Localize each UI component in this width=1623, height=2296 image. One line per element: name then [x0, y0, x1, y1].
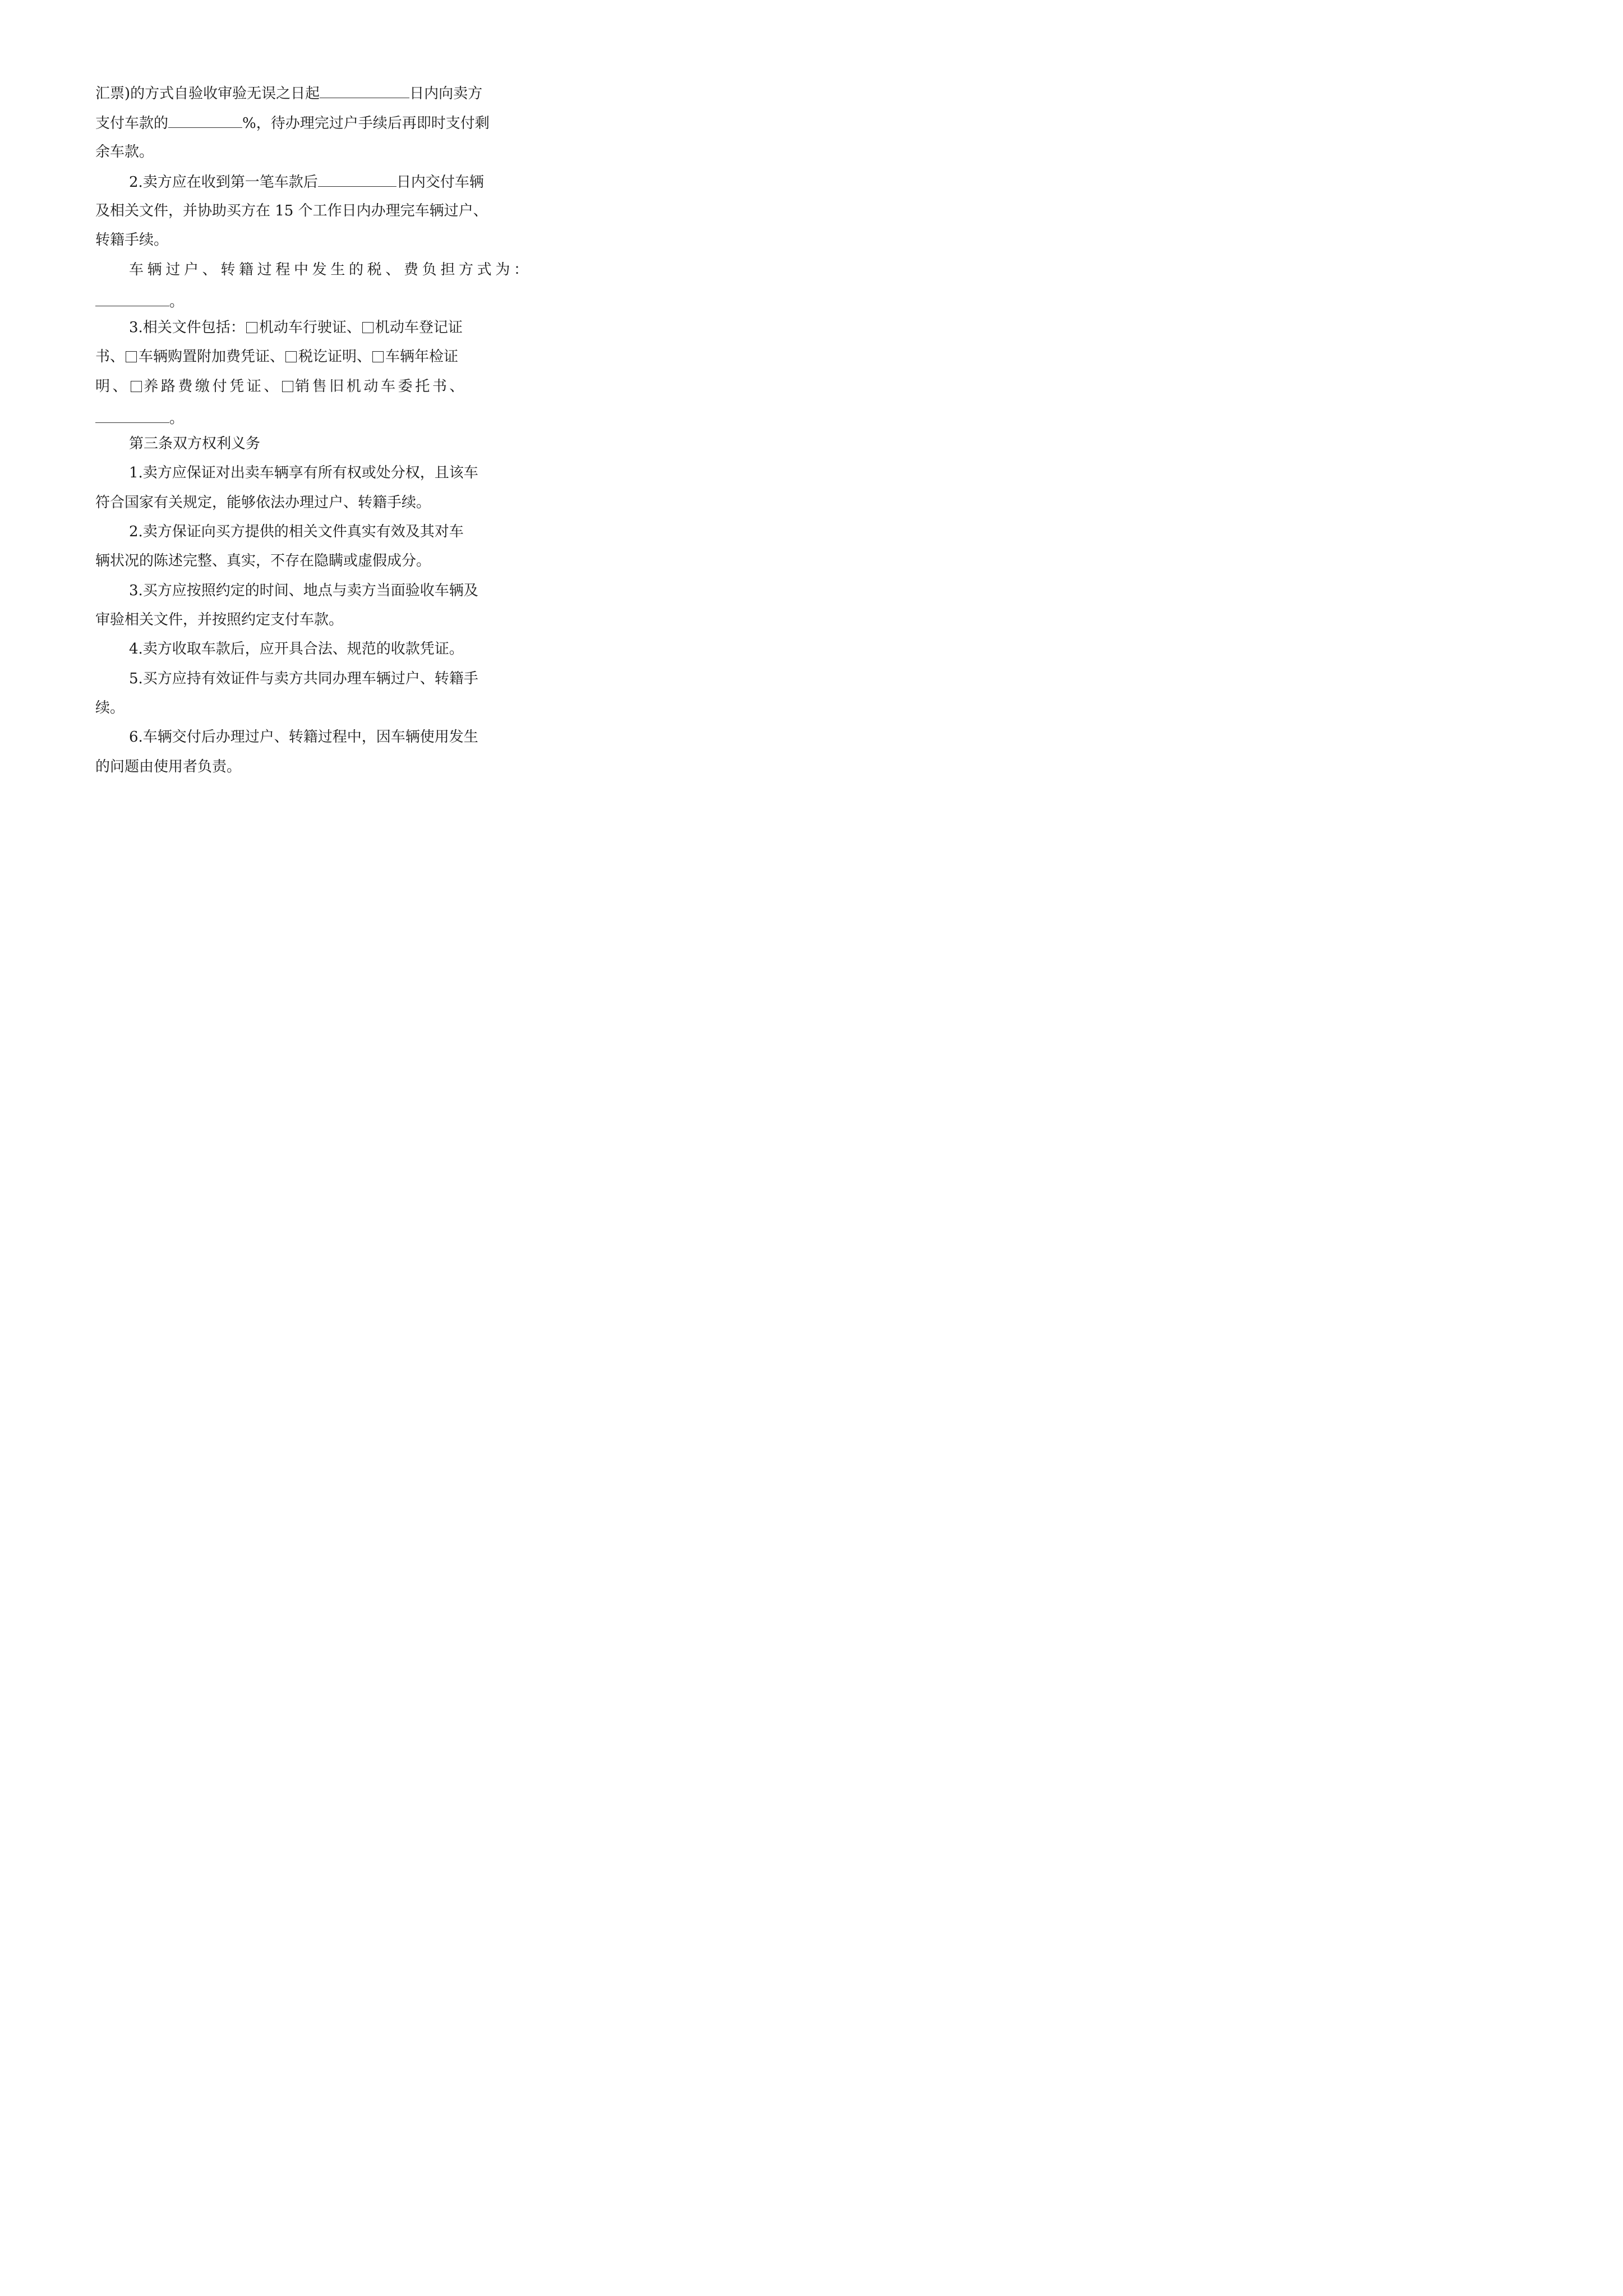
text-segment: 明、: [95, 378, 130, 395]
text-line: 6.车辆交付后办理过户、转籍过程中，因车辆使用发生: [129, 729, 478, 746]
text-segment: 税讫证明、: [298, 348, 372, 365]
fill-blank-delivery-days: [318, 172, 396, 187]
text-segment: 。: [169, 293, 185, 310]
text-line: [95, 113, 490, 134]
checkbox[interactable]: [131, 381, 142, 392]
checkbox[interactable]: [362, 322, 374, 333]
text-line: 续。: [95, 700, 125, 716]
text-segment: 汇票)的方式自验收审验无误之日起: [95, 85, 320, 102]
text-segment: 机动车登记证: [375, 319, 463, 336]
text-segment: 机动车行驶证、: [259, 319, 361, 336]
fill-blank-days: [320, 83, 409, 98]
text-line: [95, 83, 482, 104]
text-segment: 书、: [95, 348, 125, 365]
checkbox[interactable]: [246, 322, 257, 333]
article-heading: 第三条双方权利义务: [129, 435, 261, 452]
text-line: [95, 376, 467, 397]
text-line: [95, 347, 458, 367]
text-segment: 销售旧机动车委托书、: [295, 378, 467, 395]
text-segment: 支付车款的: [95, 115, 169, 132]
checkbox[interactable]: [282, 381, 293, 392]
text-line: [95, 408, 184, 429]
fill-blank-percent: [168, 113, 242, 128]
text-line: 2.卖方保证向买方提供的相关文件真实有效及其对车: [129, 523, 464, 540]
text-segment: 日内向卖方: [409, 85, 483, 102]
text-line: 1.卖方应保证对出卖车辆享有所有权或处分权，且该车: [129, 464, 478, 481]
text-segment: 3.相关文件包括：: [129, 319, 245, 336]
text-segment: 日内交付车辆: [396, 174, 484, 191]
text-segment: 车辆购置附加费凭证、: [139, 348, 285, 365]
text-line: 审验相关文件，并按照约定支付车款。: [95, 611, 344, 628]
fill-blank-tax: [95, 291, 169, 306]
text-segment: 。: [169, 410, 185, 427]
text-line: 3.买方应按照约定的时间、地点与卖方当面验收车辆及: [129, 582, 478, 599]
checkbox[interactable]: [372, 351, 384, 362]
text-line: 符合国家有关规定，能够依法办理过户、转籍手续。: [95, 494, 431, 511]
text-line: [95, 291, 184, 312]
text-line: [129, 172, 484, 192]
text-line: 车辆过户、转籍过程中发生的税、费负担方式为：: [129, 261, 528, 278]
text-segment: 车辆年检证: [385, 348, 459, 365]
document-page: [0, 0, 619, 876]
text-line: 辆状况的陈述完整、真实，不存在隐瞒或虚假成分。: [95, 553, 431, 569]
text-segment: %，待办理完过户手续后再即时支付剩: [242, 115, 490, 132]
text-line: 及相关文件，并协助买方在 15 个工作日内办理完车辆过户、: [95, 203, 488, 219]
checkbox[interactable]: [126, 351, 137, 362]
checkbox[interactable]: [285, 351, 297, 362]
text-line: 余车款。: [95, 144, 154, 160]
text-line: 转籍手续。: [95, 232, 169, 249]
text-segment: 2.卖方应在收到第一笔车款后: [129, 174, 318, 191]
text-line: 的问题由使用者负责。: [95, 758, 242, 775]
fill-blank-other-docs: [95, 408, 169, 423]
text-segment: 养路费缴付凭证、: [144, 378, 282, 395]
text-line: 5.买方应持有效证件与卖方共同办理车辆过户、转籍手: [129, 670, 478, 687]
text-line: [129, 318, 463, 338]
text-line: 4.卖方收取车款后，应开具合法、规范的收款凭证。: [129, 641, 464, 657]
